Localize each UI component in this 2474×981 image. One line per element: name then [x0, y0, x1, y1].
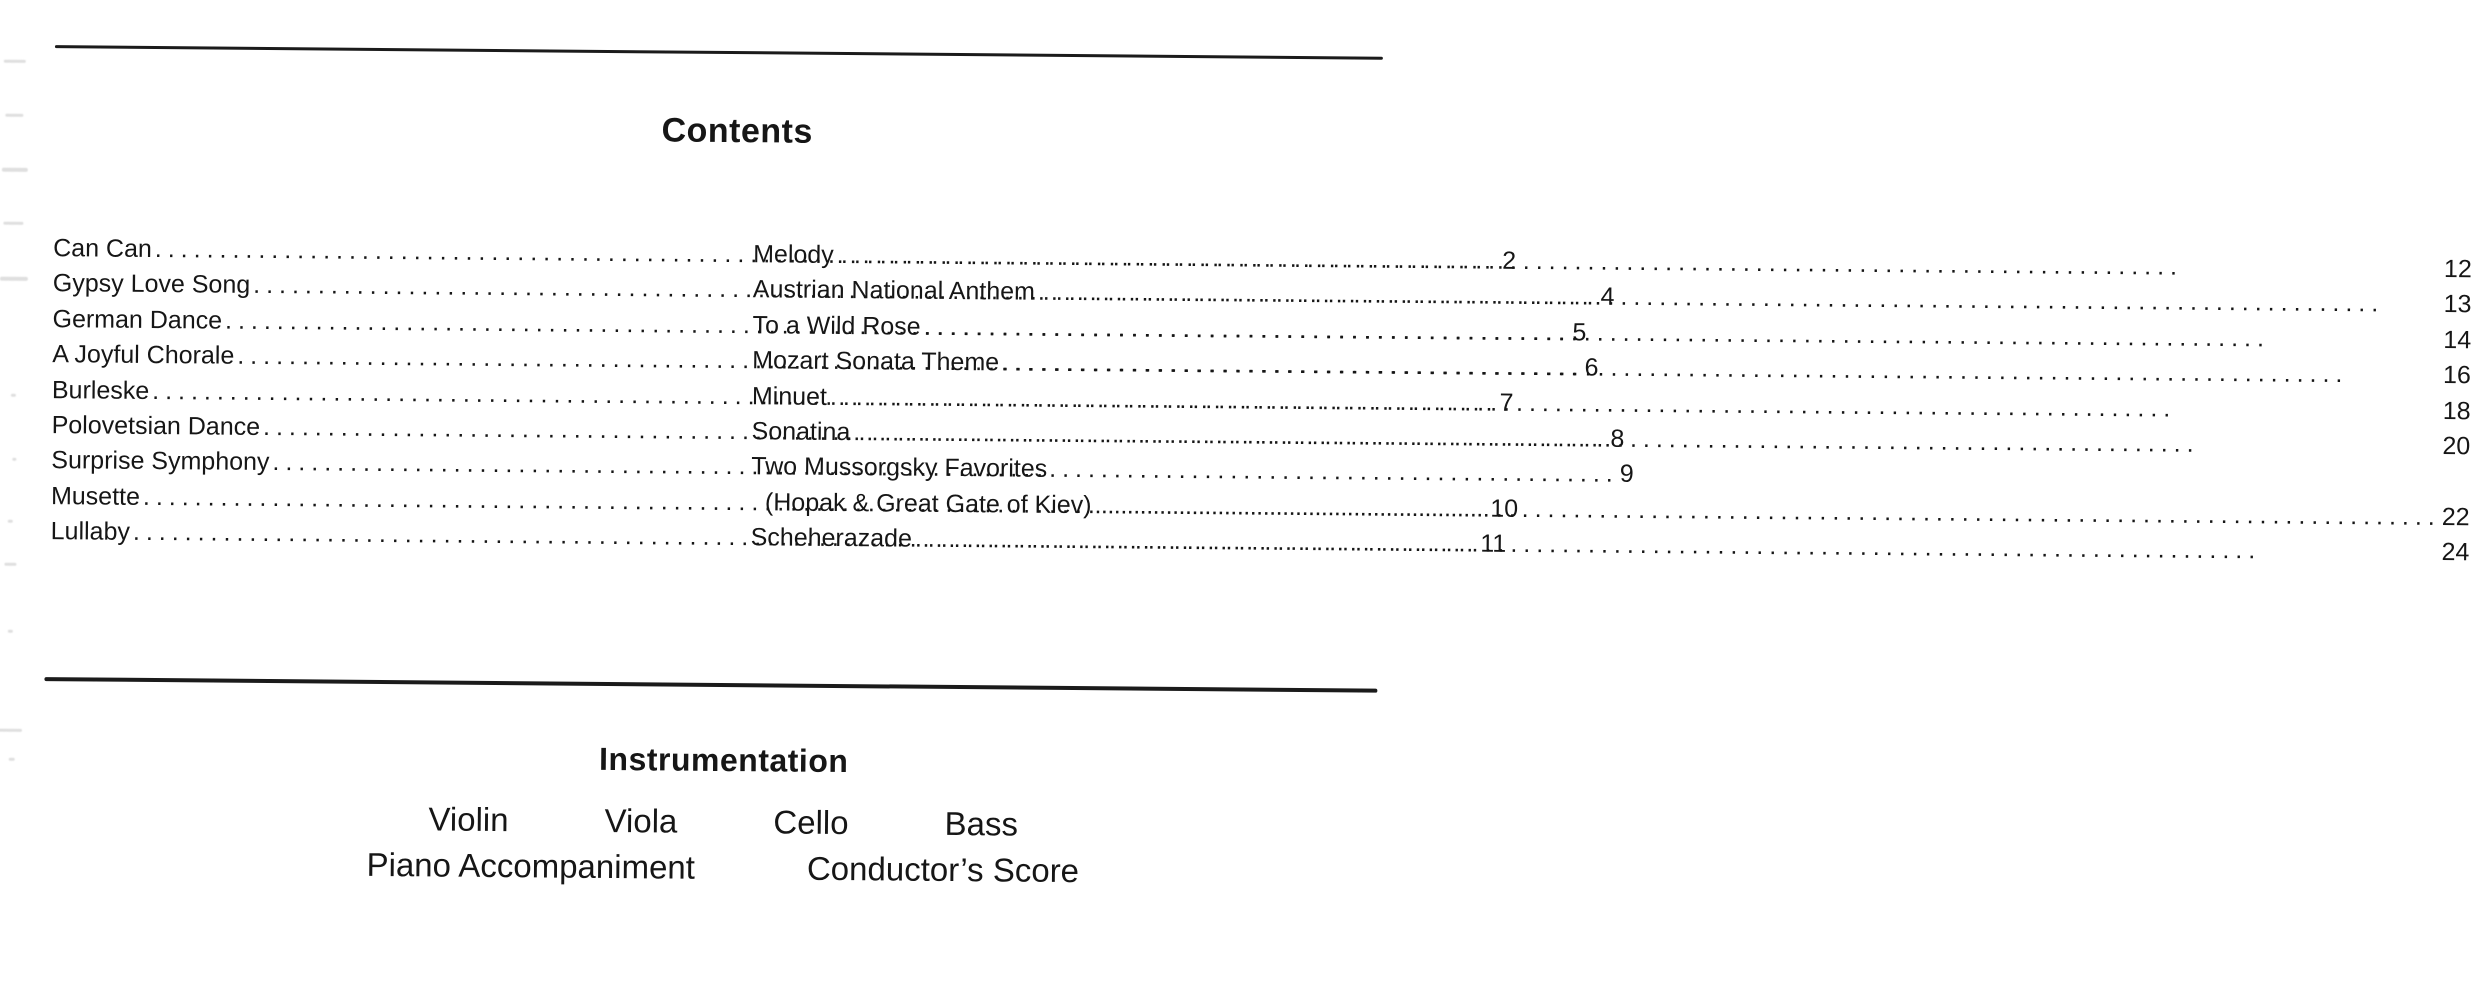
toc-entry — [52, 373, 669, 414]
toc-entry — [51, 408, 668, 449]
table-of-contents — [51, 231, 1377, 561]
instrument-label-piano-accompaniment: Piano Accompaniment — [366, 846, 695, 887]
toc-entry — [52, 302, 669, 343]
toc-entry-title: Mozart Sonata Theme — [752, 343, 1002, 381]
instrument-label-cello: Cello — [773, 803, 849, 842]
toc-entry-page: 24 — [2440, 535, 2469, 571]
toc-entry-page: 11 — [1479, 527, 1506, 563]
scan-artifact — [3, 222, 23, 225]
toc-left-column — [51, 231, 671, 555]
toc-entry-page: 13 — [2443, 287, 2472, 323]
toc-entry-title: Gypsy Love Song — [53, 267, 254, 304]
toc-entry-title: Melody — [753, 237, 837, 273]
scan-artifact — [8, 520, 13, 523]
toc-entry-page: 16 — [2442, 358, 2471, 394]
toc-entry-page: 7 — [1498, 385, 1513, 421]
instrumentation-extras-row — [0, 843, 1427, 894]
toc-entry — [53, 267, 670, 308]
toc-entry-title: Burleske — [52, 373, 153, 409]
toc-entry-page: 14 — [2442, 323, 2471, 359]
toc-entry-page: 6 — [1583, 351, 1598, 387]
toc-entry-page: 10 — [1489, 492, 1518, 528]
scan-artifact — [11, 394, 16, 397]
toc-right-column — [751, 237, 2472, 571]
toc-entry-page: 20 — [2441, 429, 2470, 465]
toc-entry-page: 5 — [1571, 315, 1586, 351]
toc-entry-page: 18 — [2442, 394, 2471, 430]
toc-entry — [53, 231, 670, 272]
instrument-label-bass: Bass — [944, 805, 1018, 844]
scan-artifact — [8, 630, 13, 633]
instrument-label-viola: Viola — [604, 802, 677, 841]
toc-entry-title: Surprise Symphony — [51, 444, 272, 481]
instrument-label-conductors-score: Conductor’s Score — [807, 850, 1079, 890]
toc-entry-title: Polovetsian Dance — [51, 408, 263, 445]
toc-entry — [51, 444, 668, 485]
scan-artifact — [4, 563, 16, 566]
top-rule — [55, 45, 1383, 60]
toc-entry-title: Sonatina — [751, 414, 853, 450]
instrumentation-parts-row — [0, 797, 1427, 848]
toc-entry-page: 9 — [1619, 457, 1634, 493]
toc-entry — [51, 514, 668, 555]
toc-entry-page: 2 — [1501, 244, 1516, 280]
toc-entry-title: Lullaby — [51, 514, 134, 550]
middle-rule — [44, 677, 1377, 693]
toc-entry-title: To a Wild Rose — [752, 308, 923, 345]
scan-artifact — [0, 277, 28, 281]
instrumentation-title: Instrumentation — [0, 736, 1428, 786]
scan-artifact — [0, 729, 22, 732]
toc-entry-title: Musette — [51, 479, 143, 515]
toc-entry-title: Minuet — [752, 379, 830, 415]
toc-entry — [51, 479, 668, 520]
toc-entry-title: German Dance — [52, 302, 225, 339]
scan-artifact — [4, 60, 26, 63]
instrument-label-violin: Violin — [428, 800, 508, 839]
scan-artifact — [2, 168, 28, 172]
toc-entry-title: Scheherazade — [751, 520, 916, 557]
dot-leader — [1050, 477, 2469, 489]
toc-entry-title: A Joyful Chorale — [52, 337, 237, 374]
toc-entry-page: 4 — [1599, 280, 1614, 316]
scan-artifact — [12, 458, 16, 461]
toc-entry-title: Austrian National Anthem — [753, 273, 1038, 311]
toc-entry-page: 12 — [2443, 252, 2472, 288]
toc-entry-title: Two Mussorgsky Favorites — [751, 450, 1050, 488]
toc-entry — [52, 337, 669, 378]
toc-entry-page: 22 — [2441, 500, 2470, 536]
toc-entry-page: 8 — [1609, 422, 1624, 458]
toc-entry-title: Can Can — [53, 231, 155, 267]
toc-entry-title: (Hopak & Great Gate of Kiev) — [751, 485, 1095, 523]
page-title: Contents — [0, 106, 1433, 158]
